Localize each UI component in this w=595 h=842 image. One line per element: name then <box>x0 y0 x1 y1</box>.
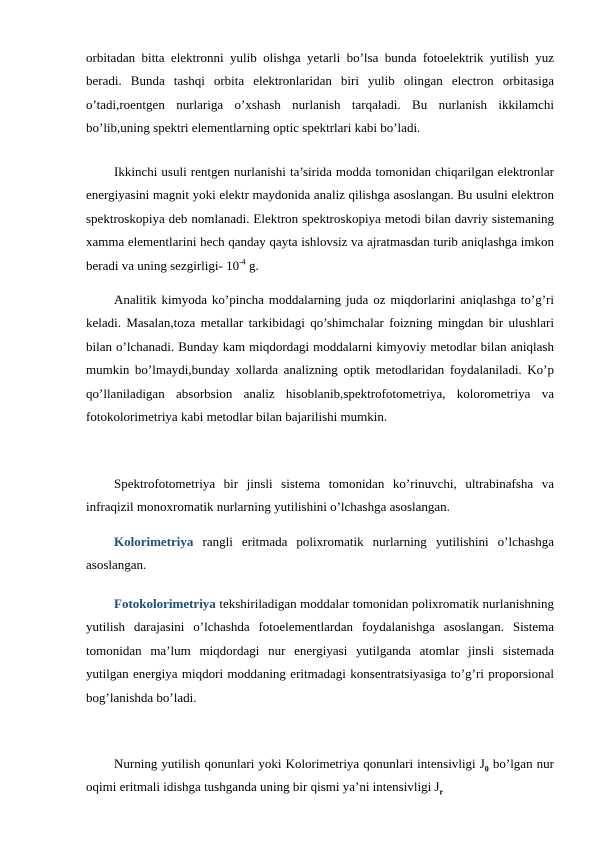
term-colorimetry: Kolorimetriya <box>114 534 194 549</box>
paragraph-text: rangli eritmada polixromatik nurlarning yutilishini o’lchashga asoslangan. <box>86 534 554 573</box>
paragraph-text: Nurning yutilish qonunlari yoki Kolorimetriya qonunlari intensivligi J <box>114 756 485 771</box>
paragraph-text: Ikkinchi usuli rentgen nurlanishi ta’sirida modda tomonidan chiqarilgan elektronlar energiyasini magnit yoki elektr maydonida analiz qilishga asoslangan. Bu usulni elektron spektroskopiya deb nomlanadi. Elektron spektroskopiya metodi bilan davriy sistemaning xamma elementlarini hech qanday qayta ishlovsiz va ajratmasdan turib aniqlashga imkon beradi va uning sezgirligi- 10 <box>86 164 554 273</box>
paragraph-text: Analitik kimyoda ko’pincha moddalarning juda oz miqdorlarini aniqlashga to’g’ri keladi. Masalan,toza metallar tarkibidagi qo’shimchalar foizning mingdan bir ulushlari bilan o’lchanadi. Bunday kam miqdordagi moddalarni kimyoviy metodlar bilan aniqlash mumkin bo’lmaydi,bunday xollarda analizning optik metodlaridan foydalaniladi. Ko’p qo’llaniladigan absorbsion analiz hisoblanib,spektrofotometriya, kolorometriya va fotokolorimetriya kabi metodlar bilan bajarilishi mumkin. <box>86 292 554 425</box>
paragraph-photocolorimetry <box>86 592 554 709</box>
paragraph-absorption-laws <box>86 752 554 799</box>
subscript-r: r <box>439 788 444 797</box>
paragraph-electron-spectroscopy <box>86 160 554 277</box>
paragraph-text-end: g. <box>245 257 259 273</box>
paragraph-text: Spektrofotometriya bir jinsli sistema tomonidan ko’rinuvchi, ultrabinafsha va infraqizil monoxromatik nurlarning yutilishini o’lchashga asoslangan. <box>86 476 554 515</box>
exponent: -4 <box>239 257 246 267</box>
subscript-zero: 0 <box>484 764 489 774</box>
term-photocolorimetry: Fotokolorimetriya <box>114 596 216 611</box>
paragraph-colorimetry <box>86 530 554 577</box>
paragraph-analytical-chemistry <box>86 288 554 428</box>
paragraph-text: orbitadan bitta elektronni yulib olishga yetarli bo’lsa bunda fotoelektrik yutilish yuz beradi. Bunda tashqi orbita elektronlaridan biri yulib olingan electron orbitasiga o’tadi,roentgen nurlariga o’xshash nurlanish tarqaladi. Bu nurlanish ikkilamchi bo’lib,uning spektri elementlarning optic spektrlari kabi bo’ladi. <box>86 50 554 136</box>
paragraph-text: tekshiriladigan moddalar tomonidan polixromatik nurlanishning yutilish darajasini o’lchashda fotoelementlardan foydalanishga asoslangan. Sistema tomonidan ma’lum miqdordagi nur energiyasi yutilganda atomlar jinsli sistemada yutilgan energiya miqdori moddaning eritmadagi konsentratsiyasiga to’g’ri proporsional bog’lanishda bo’ladi. <box>86 596 554 705</box>
paragraph-spectrophotometry <box>86 472 554 519</box>
paragraph-text-mid: bo’lgan nur oqimi eritmali idishga tushganda uning bir qismi ya’ni intensivligi J <box>86 756 554 795</box>
paragraph-photoelectric <box>86 46 554 140</box>
